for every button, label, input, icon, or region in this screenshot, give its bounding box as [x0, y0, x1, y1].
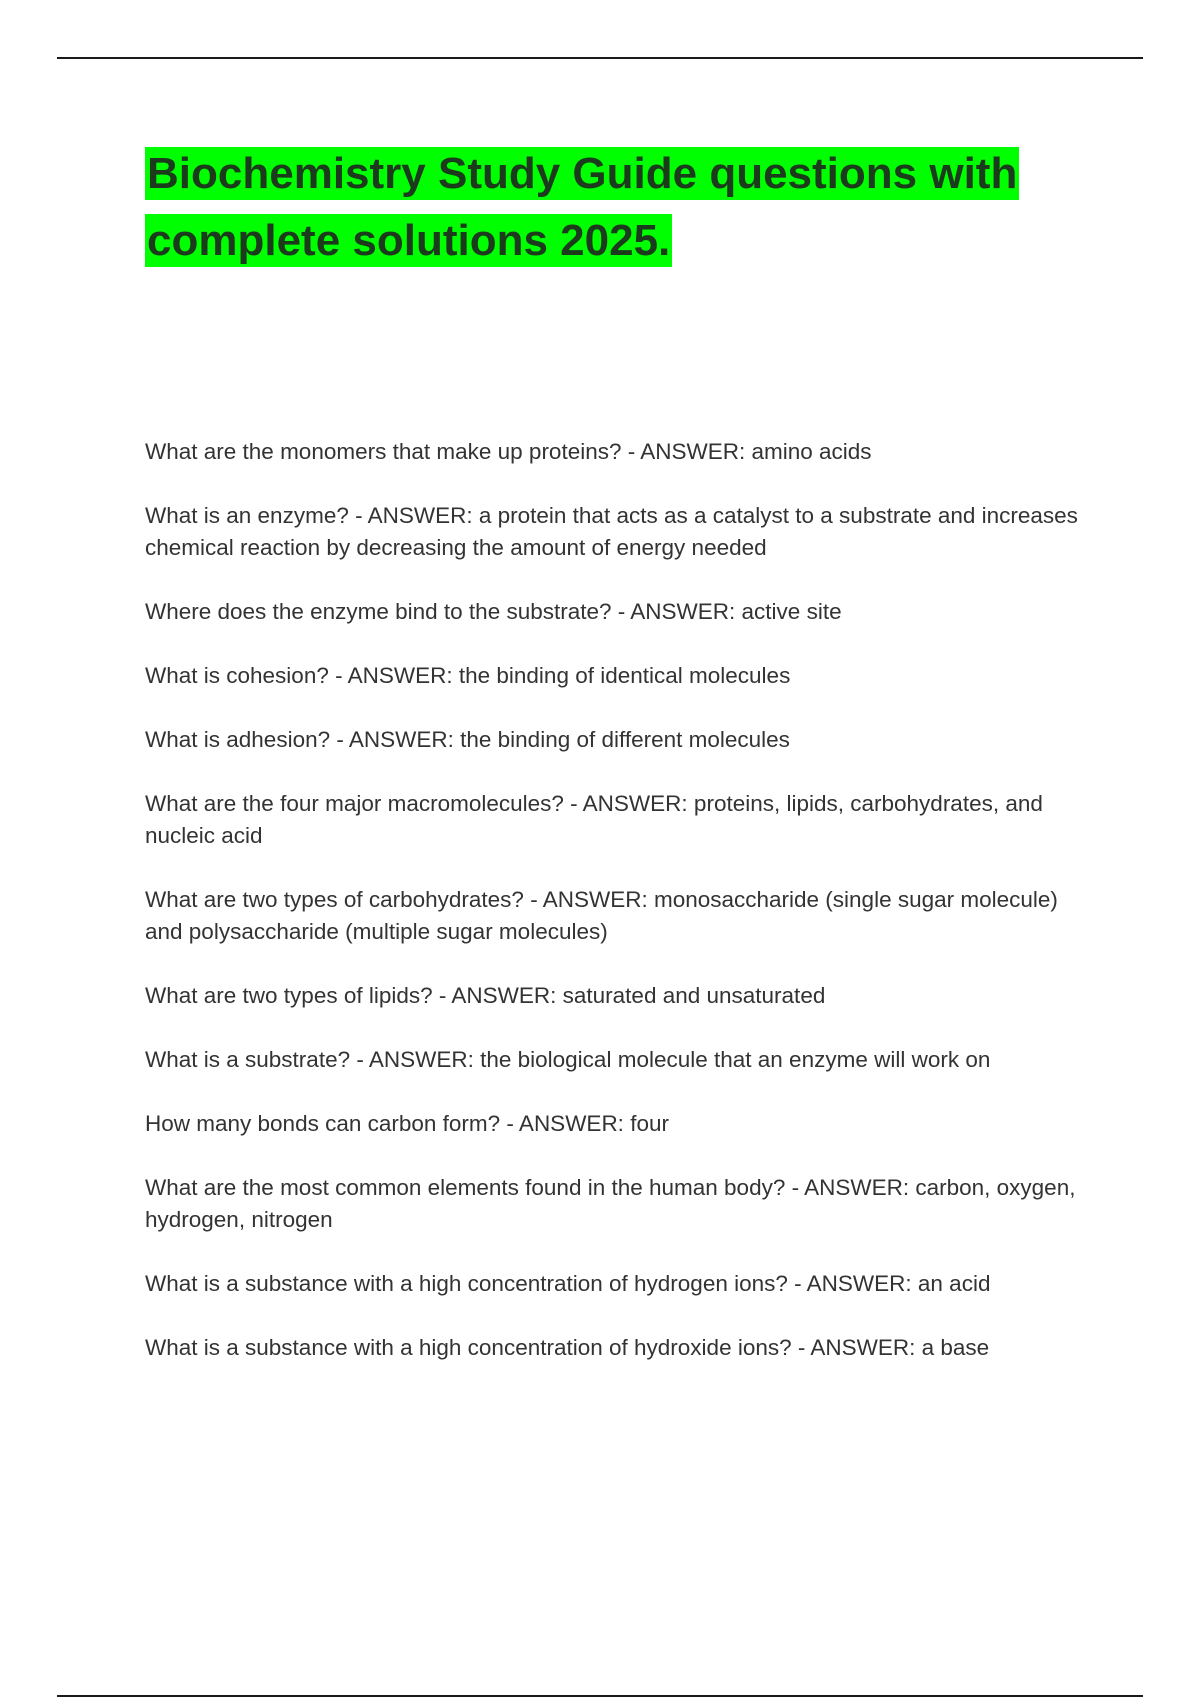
qa-list: [145, 436, 1085, 1396]
qa-item: What is an enzyme? - ANSWER: a protein that acts as a catalyst to a substrate and increases chemical reaction by decreasing the amount of energy needed: [145, 503, 1078, 560]
qa-item: What are two types of lipids? - ANSWER: saturated and unsaturated: [145, 983, 826, 1008]
qa-item: Where does the enzyme bind to the substrate? - ANSWER: active site: [145, 599, 842, 624]
bottom-rule: [57, 1695, 1143, 1697]
qa-item: What are the four major macromolecules? - ANSWER: proteins, lipids, carbohydrates, and nucleic acid: [145, 791, 1043, 848]
title-line-1: Biochemistry Study Guide questions with: [147, 149, 1018, 198]
qa-item: What are two types of carbohydrates? - ANSWER: monosaccharide (single sugar molecule) and polysaccharide (multiple sugar molecules): [145, 887, 1058, 944]
qa-item: How many bonds can carbon form? - ANSWER: four: [145, 1111, 669, 1136]
title-line-2: complete solutions 2025.: [147, 216, 671, 265]
qa-item: What is adhesion? - ANSWER: the binding of different molecules: [145, 727, 790, 752]
qa-item: What is a substance with a high concentration of hydroxide ions? - ANSWER: a base: [145, 1335, 990, 1360]
qa-item: What is a substrate? - ANSWER: the biological molecule that an enzyme will work on: [145, 1047, 991, 1072]
qa-item: What is cohesion? - ANSWER: the binding of identical molecules: [145, 663, 791, 688]
qa-item: What are the most common elements found in the human body? - ANSWER: carbon, oxygen, hydrogen, nitrogen: [145, 1175, 1076, 1232]
document-title: [145, 140, 1075, 274]
qa-item: What are the monomers that make up proteins? - ANSWER: amino acids: [145, 439, 872, 464]
qa-item: What is a substance with a high concentration of hydrogen ions? - ANSWER: an acid: [145, 1271, 991, 1296]
top-rule: [57, 57, 1143, 59]
